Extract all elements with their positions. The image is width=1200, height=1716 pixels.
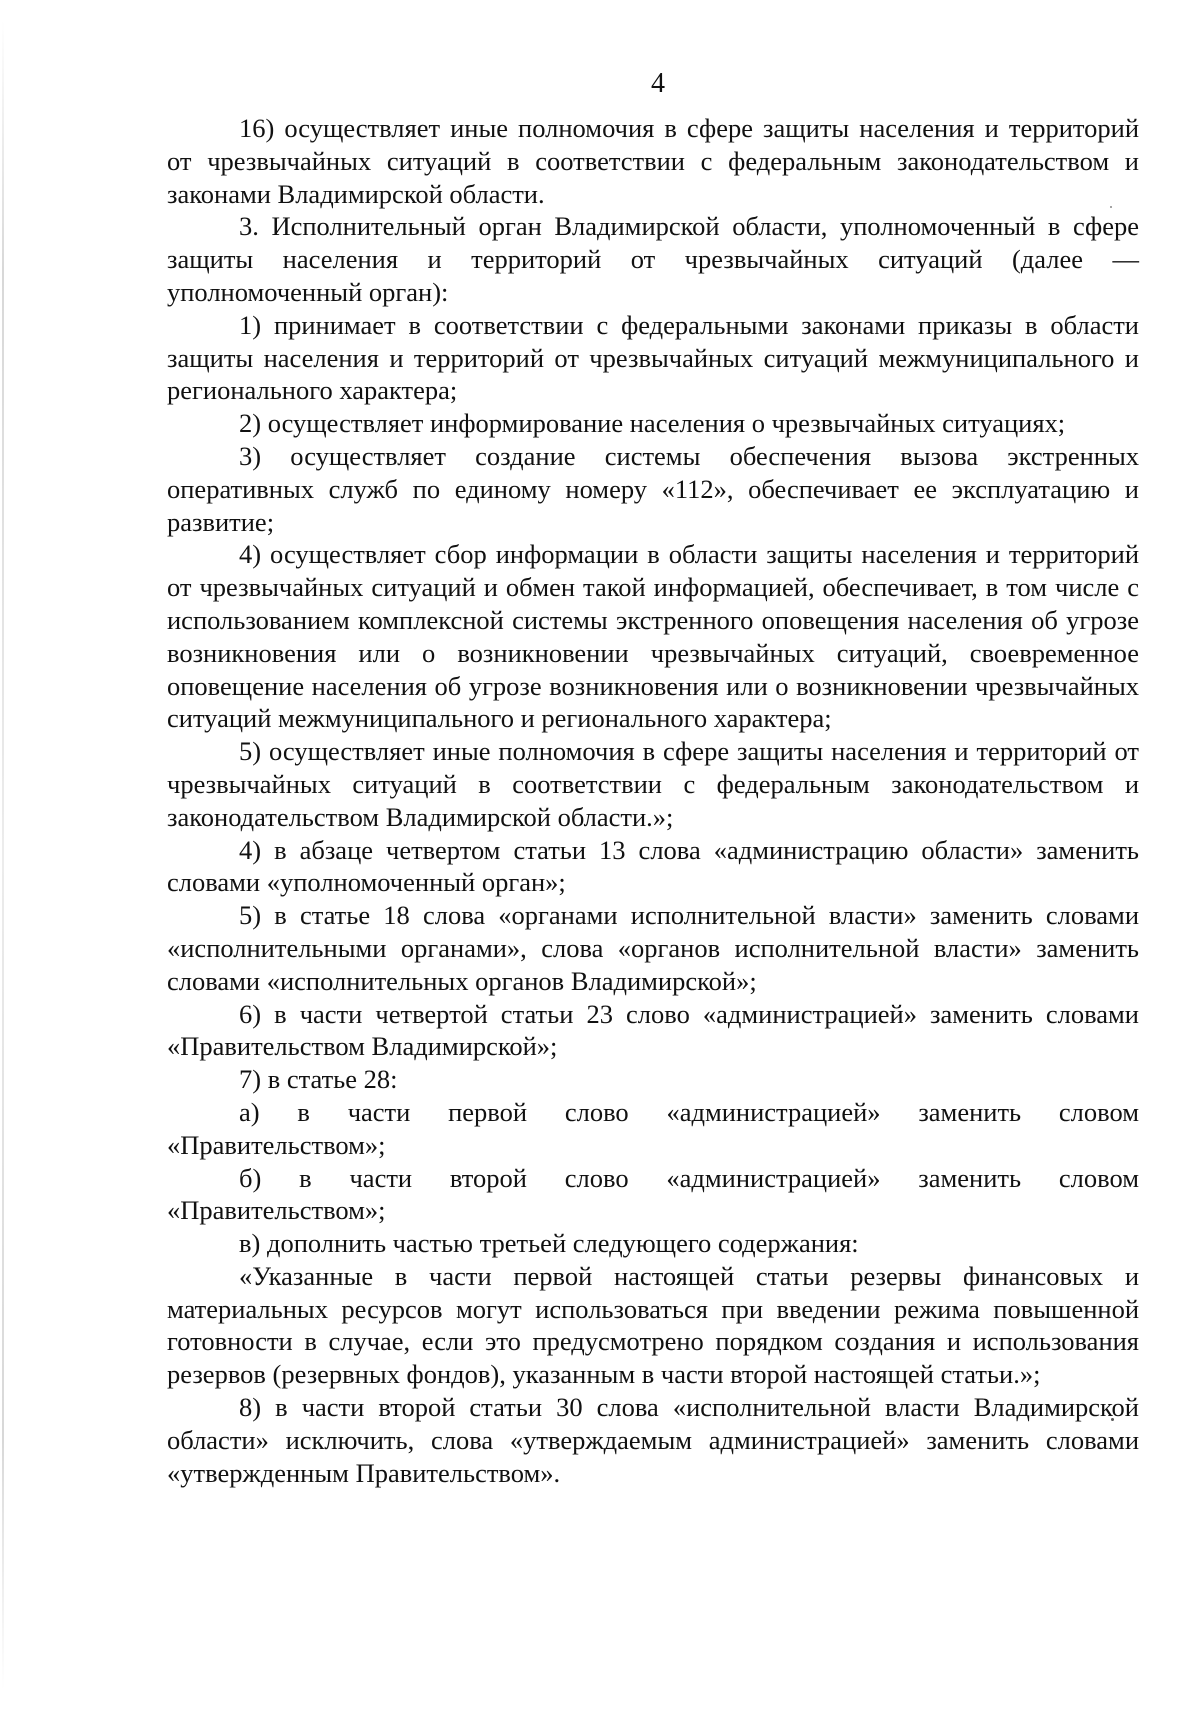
paragraph-quoted-text: «Указанные в части первой настоящей статьи резервы финансовых и материальных ресурсов могут использоваться при введении режима повышенной готовности в случае, если это предусмотрено порядком создания и использования резервов (резервных фондов), указанным в части второй настоящей статьи.»;	[167, 1260, 1139, 1390]
paragraph-subitem-b: б) в части второй слово «администрацией» заменить словом «Правительством»;	[167, 1162, 1139, 1226]
paragraph-item-1: 1) принимает в соответствии с федеральными законами приказы в области защиты населения и территорий от чрезвычайных ситуаций межмуниципального и регионального характера;	[167, 309, 1139, 406]
paragraph-amendment-7: 7) в статье 28:	[239, 1064, 398, 1095]
paragraph-amendment-4: 4) в абзаце четвертом статьи 13 слова «администрацию области» заменить словами «уполномоченный орган»;	[167, 834, 1139, 898]
paragraph-item-3: 3) осуществляет создание системы обеспечения вызова экстренных оперативных служб по единому номеру «112», обеспечивает ее эксплуатацию и развитие;	[167, 440, 1139, 537]
paragraph-section-3: 3. Исполнительный орган Владимирской области, уполномоченный в сфере защиты населения и территорий от чрезвычайных ситуаций (далее — уполномоченный орган):	[167, 211, 1139, 307]
paragraph-amendment-8: 8) в части второй статьи 30 слова «исполнительной власти Владимирской области» исключить, слова «утверждаемым администрацией» заменить словами «утвержденным Правительством».	[167, 1392, 1139, 1488]
page-number: 4	[651, 68, 665, 99]
scan-edge-shadow	[2, 20, 4, 1690]
paragraph-item-4: 4) осуществляет сбор информации в области защиты населения и территорий от чрезвычайных ситуаций и обмен такой информацией, обеспечивает, в том числе с использованием комплексной системы экстренного оповещения населения об угрозе возникновения или о возникновении чрезвычайных ситуаций, своевременное оповещение населения об угрозе возникновения или о возникновении чрезвычайных ситуаций межмуниципального и регионального характера;	[167, 539, 1139, 734]
paragraph-subitem-v: в) дополнить частью третьей следующего содержания:	[239, 1228, 859, 1259]
paragraph-amendment-6: 6) в части четвертой статьи 23 слово «администрацией» заменить словами «Правительством Владимирской»;	[167, 998, 1139, 1062]
document-body	[167, 112, 1139, 1489]
paragraph-item-5: 5) осуществляет иные полномочия в сфере защиты населения и территорий от чрезвычайных ситуаций в соответствии с федеральным законодательством и законодательством Владимирской области.»;	[167, 736, 1139, 832]
paragraph-item-16: 16) осуществляет иные полномочия в сфере защиты населения и территорий от чрезвычайных ситуаций в соответствии с федеральным законодательством и законами Владимирской области.	[167, 113, 1139, 209]
paragraph-item-2: 2) осуществляет информирование населения о чрезвычайных ситуациях;	[239, 408, 1066, 439]
paragraph-subitem-a: а) в части первой слово «администрацией» заменить словом «Правительством»;	[167, 1096, 1139, 1160]
paragraph-amendment-5: 5) в статье 18 слова «органами исполнительной власти» заменить словами «исполнительными органами», слова «органов исполнительной власти» заменить словами «исполнительных органов Владимирской»;	[167, 900, 1139, 996]
